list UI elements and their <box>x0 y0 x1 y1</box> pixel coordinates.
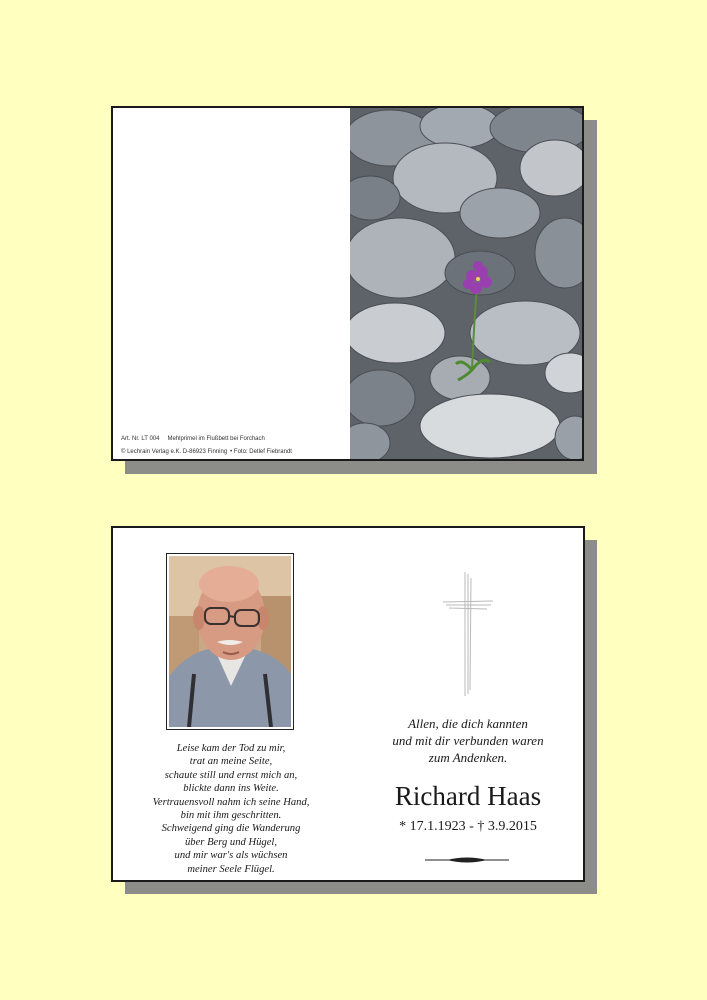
portrait-photo <box>169 556 291 727</box>
stones-flower-image <box>350 108 584 461</box>
imprint-line-2 <box>121 449 300 455</box>
poem-line: Schweigend ging die Wanderung <box>161 823 301 835</box>
poem-line: Vertrauensvoll nahm ich seine Hand, <box>152 796 310 808</box>
quote-line: und mit dir verbunden waren <box>392 733 544 748</box>
poem-line: Leise kam der Tod zu mir, <box>176 743 286 754</box>
quote-line: Allen, die dich kannten <box>408 716 528 731</box>
ornament-divider-icon <box>425 855 509 865</box>
cross-icon <box>441 570 495 698</box>
poem-line: schaute still und ernst mich an, <box>164 769 298 781</box>
photo-credit: • Foto: Detlef Fiebrandt <box>230 449 292 455</box>
poem-line: bin mit ihm geschritten. <box>180 810 282 822</box>
poem-line: und mir war's als wüchsen <box>174 850 288 862</box>
life-dates: * 17.1.1923 - † 3.9.2015 <box>399 819 537 834</box>
quote-line: zum Andenken. <box>428 750 508 765</box>
card-front <box>111 106 584 461</box>
deceased-name: Richard Haas <box>394 781 542 811</box>
photo-caption: Mehlprimel im Flußbett bei Forchach <box>167 436 265 442</box>
memorial-quote <box>358 715 578 766</box>
cover-photo-stones-flower <box>350 108 584 461</box>
portrait-photo-frame <box>166 553 294 730</box>
poem-line: über Berg und Hügel, <box>185 836 277 848</box>
poem-line: meiner Seele Flügel. <box>187 863 275 875</box>
article-number: Art. Nr. LT 004 <box>121 436 160 442</box>
imprint-line-1 <box>121 436 273 442</box>
poem-line: blickte dann ins Weite. <box>183 783 279 795</box>
card-inside <box>111 526 585 882</box>
poem <box>133 742 329 876</box>
poem-line: trat an meine Seite, <box>189 756 273 768</box>
publisher: © Lechrain Verlag e.K. D-86923 Finning <box>121 449 228 455</box>
